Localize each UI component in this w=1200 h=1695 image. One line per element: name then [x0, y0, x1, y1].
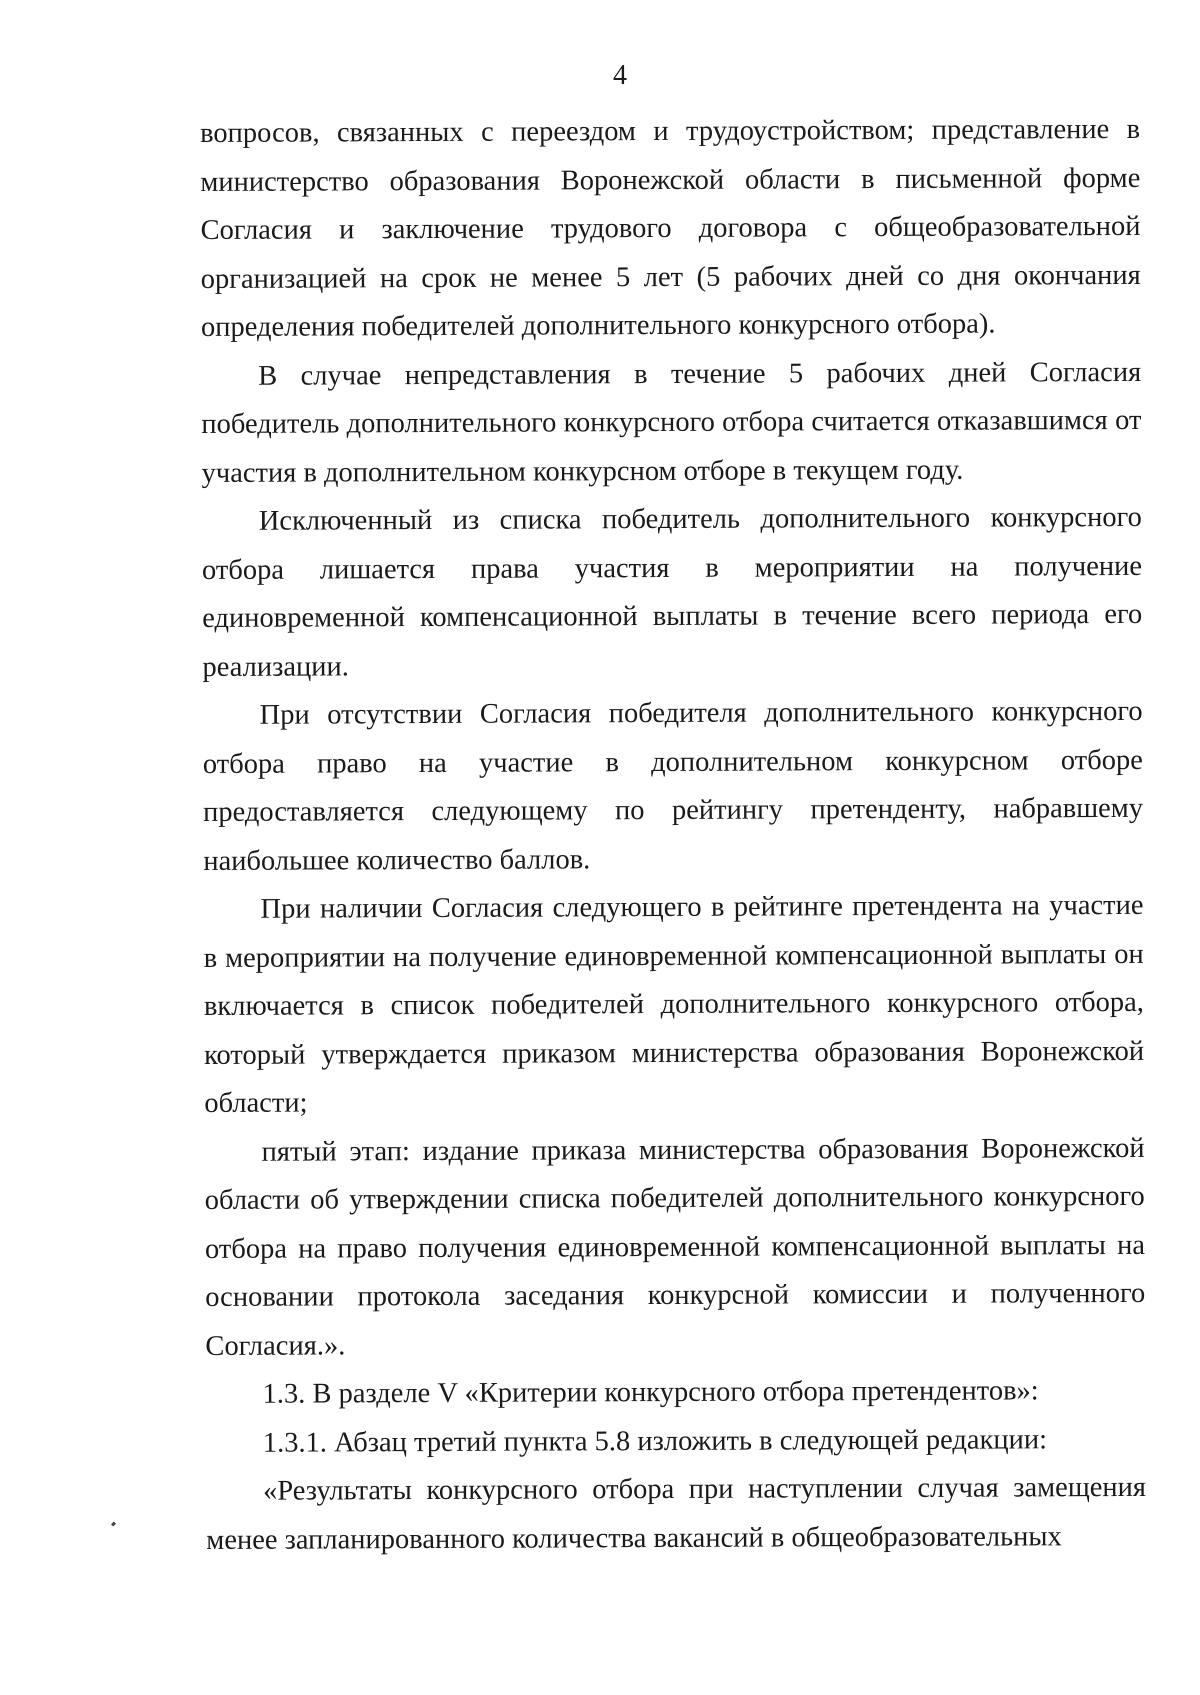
paragraph-continuation: вопросов, связанных с переездом и трудоустройством; представление в министерство образования Воронежской области в письменной форме Согласия и заключение трудового договора с общеобразовательной организацией на срок не менее 5 лет (5 рабочих дней со дня окончания определения победителей дополнительного конкурсного отбора). — [200, 113, 1141, 343]
paragraph-section-1-3: 1.3. В разделе V «Критерии конкурсного отбора претендентов»: — [262, 1375, 1039, 1410]
paragraph-excluded-winner: Исключенный из списка победитель дополнительного конкурсного отбора лишается права участия в мероприятии на получение единовременной компенсационной выплаты в течение всего периода его реализации. — [201, 501, 1143, 683]
paragraph-fifth-stage: пятый этап: издание приказа министерства образования Воронежской области об утверждении списка победителей дополнительного конкурсного отбора на право получения единовременной компенсационной выплаты на основании протокола заседания конкурсной комиссии и полученного Согласия.». — [204, 1132, 1146, 1362]
document-body — [200, 106, 1146, 1565]
paragraph-absence-of-consent: При отсутствии Согласия победителя дополнительного конкурсного отбора право на участие в дополнительном конкурсном отборе предоставляется следующему по рейтингу претенденту, набравшему наибольшее количество баллов. — [202, 695, 1144, 877]
paragraph-section-1-3-1: 1.3.1. Абзац третий пункта 5.8 изложить в следующей редакции: — [262, 1423, 1048, 1459]
paragraph-presence-of-consent: При наличии Согласия следующего в рейтинге претендента на участие в мероприятии на получение единовременной компенсационной выплаты он включается в список победителей дополнительного конкурсного отбора, который утверждается приказом министерства образования Воронежской области; — [203, 889, 1145, 1119]
scan-speck — [111, 1522, 116, 1527]
page-number: 4 — [613, 60, 627, 91]
paragraph-results-quote: «Результаты конкурсного отбора при наступлении случая замещения менее запланированного количества вакансий в общеобразовательных — [206, 1471, 1147, 1556]
paragraph-nonsubmission: В случае непредставления в течение 5 рабочих дней Согласия победитель дополнительного конкурсного отбора считается отказавшимся от участия в дополнительном конкурсном отборе в текущем году. — [201, 356, 1142, 489]
